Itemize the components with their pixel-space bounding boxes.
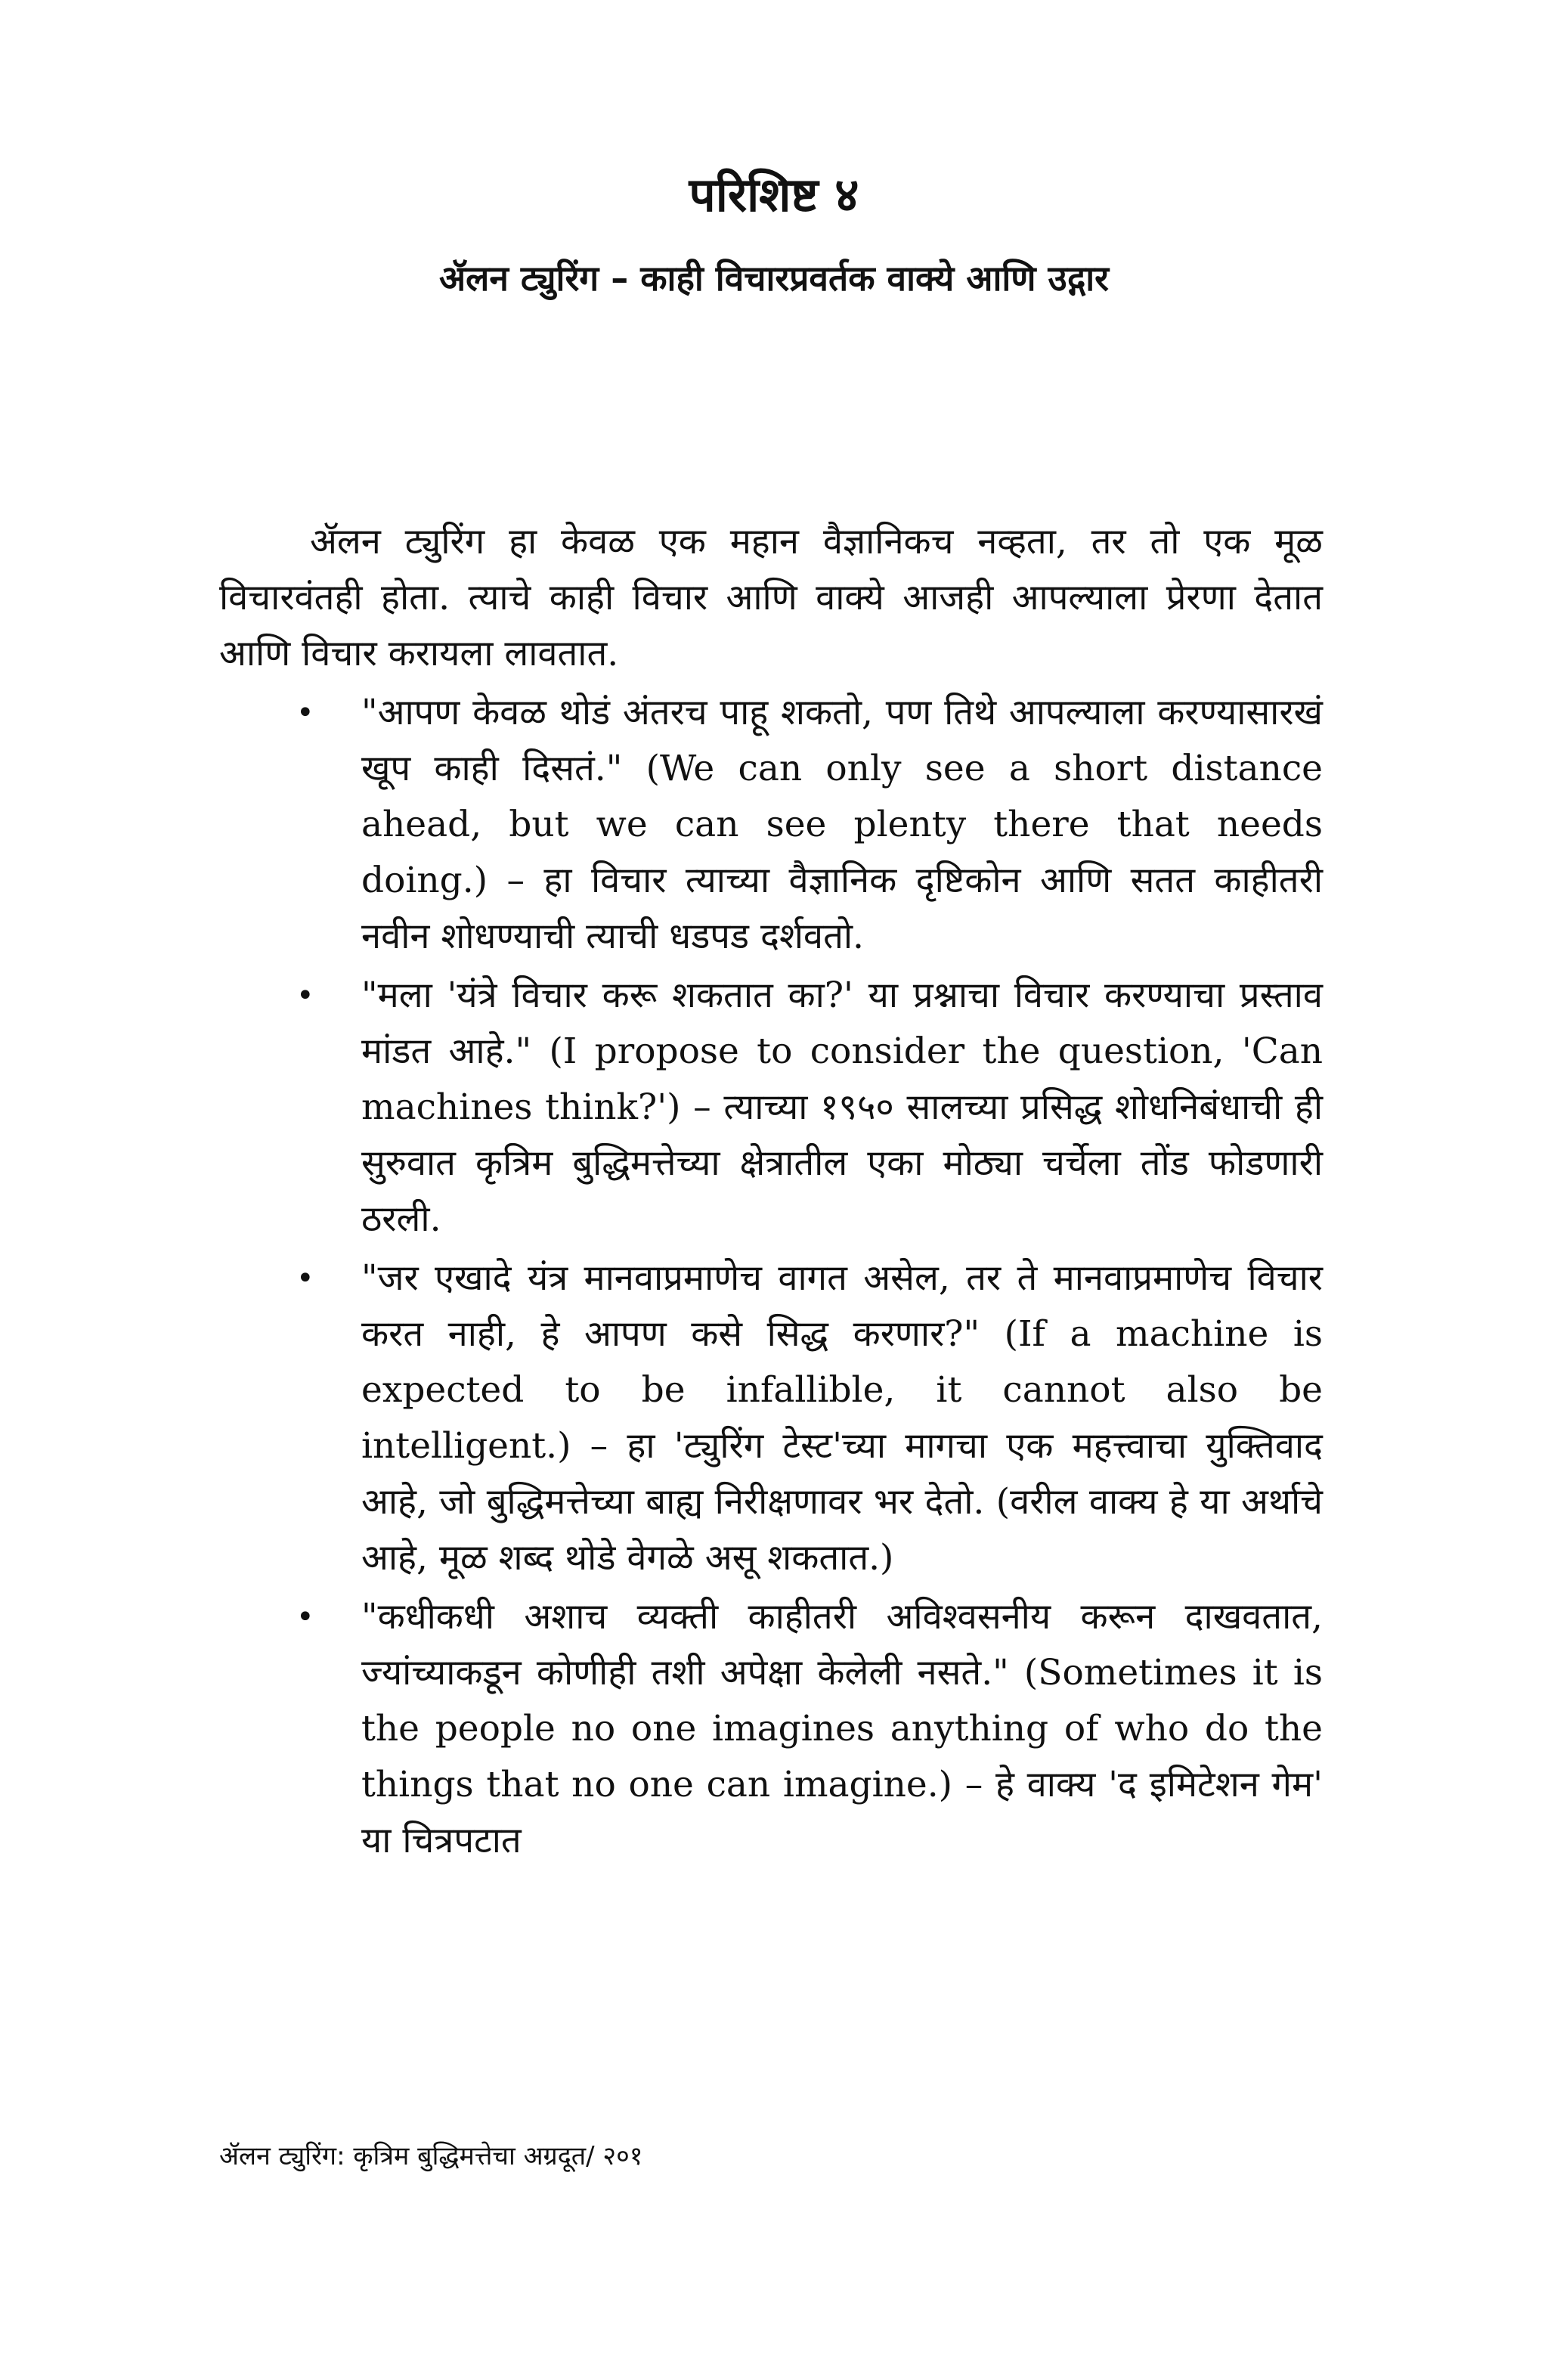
bullet-icon: • — [296, 696, 314, 730]
quote-item — [219, 968, 1323, 1247]
quote-item — [219, 685, 1323, 965]
quote-text: "जर एखादे यंत्र मानवाप्रमाणेच वागत असेल, तर ते मानवाप्रमाणेच विचार करत नाही, हे आपण कसे सिद्ध करणार?" (If a machine is expected to be infallible, it cannot also be intelligent.) – हा 'ट्युरिंग टेस्ट'च्या मागचा एक महत्त्वाचा युक्तिवाद आहे, जो बुद्धिमत्तेच्या बाह्य निरीक्षणावर भर देतो. (वरील वाक्य हे या अर्थाचे आहे, मूळ शब्द थोडे वेगळे असू शकतात.) — [361, 1257, 1323, 1579]
page-footer: ॲलन ट्युरिंग: कृत्रिम बुद्धिमत्तेचा अग्रदूत/ २०१ — [219, 2141, 643, 2171]
bullet-icon: • — [296, 978, 314, 1013]
bullet-icon: • — [296, 1600, 314, 1635]
page-body — [219, 514, 1323, 1869]
appendix-subtitle: ॲलन ट्युरिंग – काही विचारप्रवर्तक वाक्ये आणि उद्गार — [438, 258, 1109, 299]
bullet-icon: • — [296, 1261, 314, 1296]
quote-list — [219, 685, 1323, 1869]
quote-text: "आपण केवळ थोडं अंतरच पाहू शकतो, पण तिथे आपल्याला करण्यासारखं खूप काही दिसतं." (We can only see a short distance ahead, but we can see plenty there that needs doing.) – हा विचार त्याच्या वैज्ञानिक दृष्टिकोन आणि सतत काहीतरी नवीन शोधण्याची त्याची धडपड दर्शवतो. — [361, 692, 1323, 957]
quote-item — [219, 1250, 1323, 1586]
quote-text: "कधीकधी अशाच व्यक्ती काहीतरी अविश्वसनीय करून दाखवतात, ज्यांच्याकडून कोणीही तशी अपेक्षा केलेली नसते." (Sometimes it is the people no one imagines anything of who do the things that no one can imagine.) – हे वाक्य 'द इमिटेशन गेम' या चित्रपटात — [361, 1596, 1323, 1861]
quote-item — [219, 1589, 1323, 1869]
quote-text: "मला 'यंत्रे विचार करू शकतात का?' या प्रश्नाचा विचार करण्याचा प्रस्ताव मांडत आहे." (I propose to consider the question, 'Can machines think?') – त्याच्या १९५० सालच्या प्रसिद्ध शोधनिबंधाची ही सुरुवात कृत्रिम बुद्धिमत्तेच्या क्षेत्रातील एका मोठ्या चर्चेला तोंड फोडणारी ठरली. — [361, 975, 1323, 1240]
intro-paragraph: ॲलन ट्युरिंग हा केवळ एक महान वैज्ञानिकच नव्हता, तर तो एक मूळ विचारवंतही होता. त्याचे काही विचार आणि वाक्ये आजही आपल्याला प्रेरणा देतात आणि विचार करायला लावतात. — [219, 521, 1323, 674]
appendix-title: परिशिष्ट ४ — [689, 167, 859, 222]
